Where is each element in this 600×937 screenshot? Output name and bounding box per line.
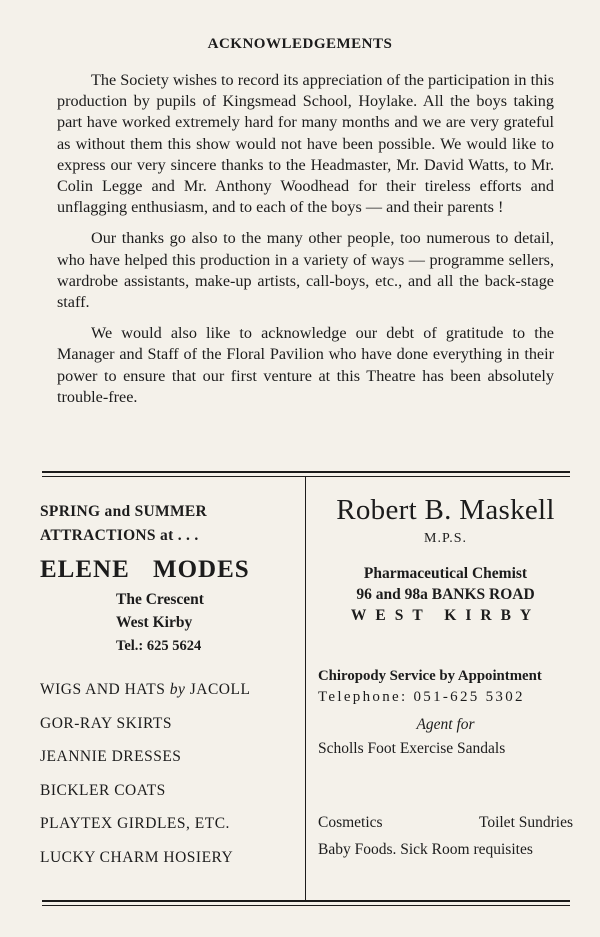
- bottom-divider-thick: [42, 900, 570, 902]
- ack-paragraph-1: The Society wishes to record its appreciation of the participation in this production by pupils of Kingsmead School, Hoylake. All the boys taking part have worked extremely hard for many months and we are very grateful as without them this show would not have been possible. We would like to express our very sincere thanks to the Headmaster, Mr. David Watts, to Mr. Colin Legge and Mr. Anthony Woodhead for their tireless efforts and unflagging enthusiasm, and to each of the boys — and their parents !: [57, 71, 554, 217]
- product-item: [40, 747, 302, 767]
- cosmetics-row: [318, 814, 573, 832]
- product-item: [40, 814, 302, 834]
- bottom-divider-thin: [42, 905, 570, 906]
- top-divider-thin: [42, 476, 570, 477]
- top-divider-thick: [42, 471, 570, 473]
- product-brand: GOR-RAY: [40, 714, 113, 732]
- agent-for-label: Agent for: [416, 716, 475, 733]
- chemist-town: WEST KIRBY: [350, 607, 541, 624]
- chemist-profession: Pharmaceutical Chemist: [363, 565, 528, 582]
- product-detail: DRESSES: [111, 748, 182, 765]
- product-brand: JEANNIE: [40, 748, 108, 765]
- acknowledgements-title: ACKNOWLEDGEMENTS: [207, 36, 393, 52]
- shop-address-line-2: West Kirby: [116, 614, 193, 631]
- vertical-divider: [305, 476, 306, 901]
- product-item: [40, 848, 302, 868]
- shop-telephone: Tel.: 625 5624: [116, 638, 202, 654]
- product-list: [40, 680, 302, 868]
- product-detail: COATS: [114, 781, 166, 799]
- acknowledgements-body: [57, 70, 554, 418]
- product-item: [40, 781, 302, 801]
- chemist-name: Robert B. Maskell: [336, 494, 555, 526]
- product-detail: JACOLL: [189, 681, 251, 698]
- product-brand: LUCKY CHARM: [40, 848, 160, 866]
- maskell-chemist-advert: [318, 494, 573, 859]
- sundries-label: Toilet Sundries: [478, 814, 573, 831]
- product-detail: HOSIERY: [163, 848, 234, 866]
- product-connector: by: [169, 681, 186, 698]
- advert-headline-1: SPRING and SUMMER: [40, 503, 208, 520]
- product-detail: GIRDLES, ETC.: [117, 815, 230, 832]
- chemist-telephone: Telephone: 051-625 5302: [318, 689, 525, 705]
- chemist-details: [318, 563, 573, 626]
- ack-paragraph-2: Our thanks go also to the many other people, too numerous to detail, who have helped this production in a variety of ways — programme sellers, wardrobe assistants, make-up artists, call-boys, etc., and all the back-stage staff.: [57, 229, 554, 312]
- shop-name: ELENE MODES: [40, 556, 250, 583]
- baby-foods-label: Baby Foods. Sick Room requisites: [318, 841, 533, 858]
- chiropody-service: Chiropody Service by Appointment: [318, 668, 542, 684]
- ack-paragraph-3: We would also like to acknowledge our debt of gratitude to the Manager and Staff of the Floral Pavilion who have done everything in their power to ensure that our first venture at this Theatre has been absolutely trouble-free.: [57, 324, 554, 406]
- product-detail: SKIRTS: [116, 714, 172, 732]
- product-item: [40, 680, 302, 700]
- advert-headline-2: ATTRACTIONS at . . .: [40, 527, 199, 544]
- sandals-product: Scholls Foot Exercise Sandals: [318, 740, 506, 757]
- product-item: [40, 714, 302, 734]
- chemist-qualifications: M.P.S.: [424, 531, 467, 546]
- cosmetics-label: Cosmetics: [318, 814, 383, 831]
- product-brand: BICKLER: [40, 781, 110, 799]
- elene-modes-advert: [40, 500, 302, 881]
- product-brand: PLAYTEX: [40, 815, 113, 832]
- product-brand: WIGS AND HATS: [40, 681, 166, 698]
- shop-address-line-1: The Crescent: [116, 591, 204, 608]
- chemist-address: 96 and 98a BANKS ROAD: [356, 586, 535, 603]
